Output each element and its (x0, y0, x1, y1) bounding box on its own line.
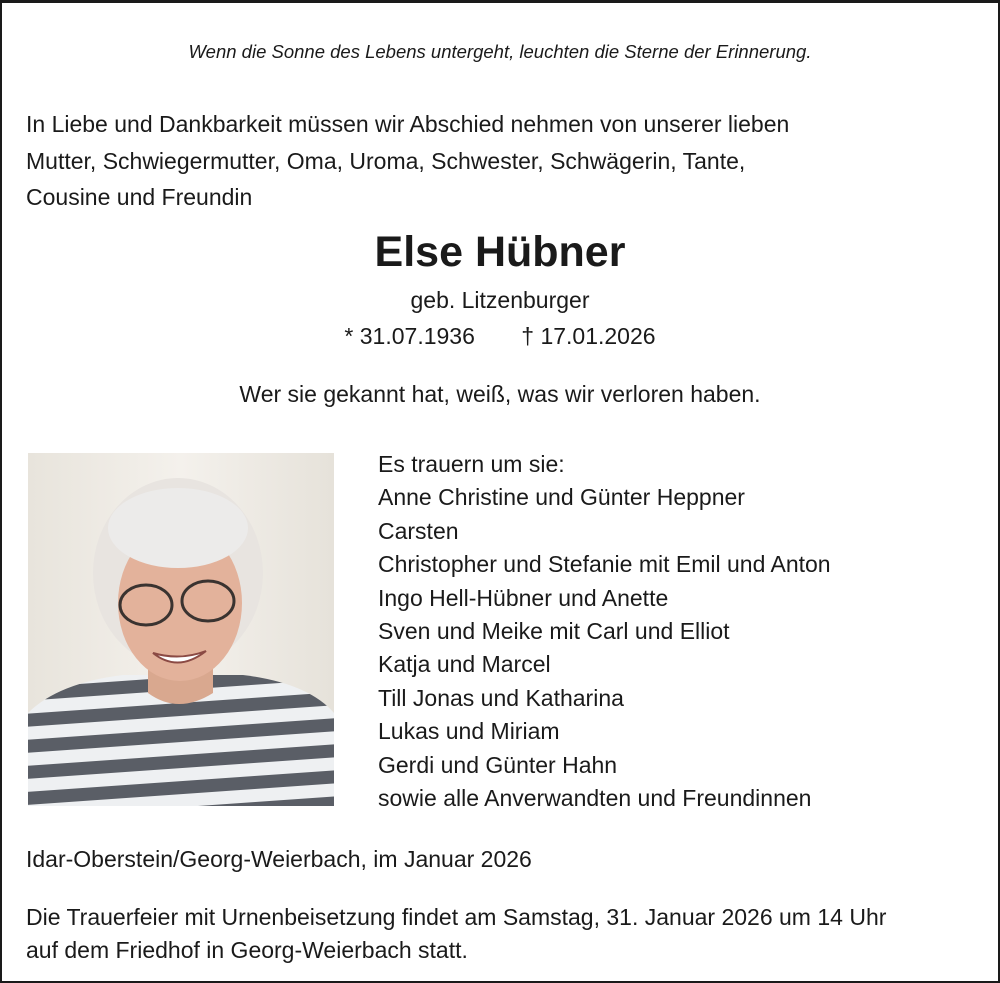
portrait-photo (28, 453, 334, 806)
ceremony-info (26, 906, 886, 972)
list-item: sowie alle Anverwandten und Freundinnen (378, 784, 812, 811)
list-item: Christopher und Stefanie mit Emil und Anton (378, 551, 831, 578)
list-item: Ingo Hell-Hübner und Anette (378, 584, 669, 611)
birth-name: geb. Litzenburger (410, 287, 590, 313)
list-item: Till Jonas und Katharina (378, 684, 624, 711)
list-item: Gerdi und Günter Hahn (378, 751, 618, 778)
intro-line: In Liebe und Dankbarkeit müssen wir Abschied nehmen von unserer lieben (26, 111, 790, 137)
mourners-list (378, 453, 831, 820)
place-date: Idar-Oberstein/Georg-Weierbach, im Januar 2026 (26, 846, 532, 872)
death-date: † 17.01.2026 (521, 323, 656, 349)
intro-text (26, 113, 789, 223)
intro-line: Cousine und Freundin (26, 184, 253, 210)
ceremony-line: auf dem Friedhof in Georg-Weierbach statt. (26, 937, 468, 963)
list-item: Katja und Marcel (378, 651, 551, 678)
deceased-name: Else Hübner (374, 228, 626, 276)
mourners-heading: Es trauern um sie: (378, 451, 565, 477)
quote: Wenn die Sonne des Lebens untergeht, leuchten die Sterne der Erinnerung. (188, 41, 812, 62)
life-dates (2, 325, 998, 348)
list-item: Lukas und Miriam (378, 718, 560, 745)
birth-date: * 31.07.1936 (344, 323, 475, 349)
ceremony-line: Die Trauerfeier mit Urnenbeisetzung findet am Samstag, 31. Januar 2026 um 14 Uhr (26, 904, 887, 930)
motto: Wer sie gekannt hat, weiß, was wir verloren haben. (239, 381, 761, 407)
list-item: Sven und Meike mit Carl und Elliot (378, 617, 730, 644)
intro-line: Mutter, Schwiegermutter, Oma, Uroma, Schwester, Schwägerin, Tante, (26, 147, 746, 174)
list-item: Anne Christine und Günter Heppner (378, 484, 745, 511)
list-item: Carsten (378, 517, 459, 544)
